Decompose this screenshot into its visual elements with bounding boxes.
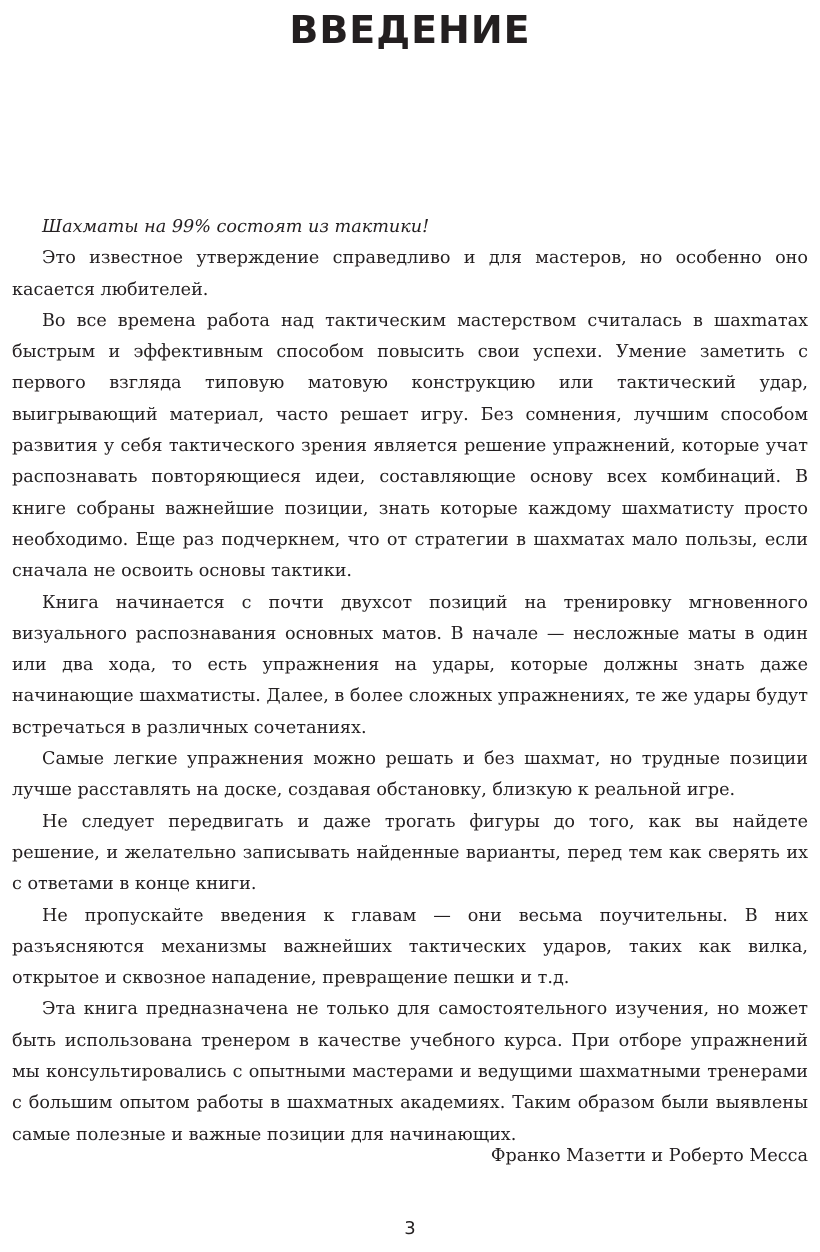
chapter-title: ВВЕДЕНИЕ bbox=[289, 8, 531, 52]
paragraph-5: Не следует передвигать и даже трогать фигуры до того, как вы найдете решение, и желательно записывать найденные варианты, перед тем как сверять их с ответами в конце книги. bbox=[12, 811, 808, 895]
paragraph-3: Книга начинается с почти двухсот позиций на тренировку мгновенного визуального распознавания основных матов. В начале — несложные маты в один или два хода, то есть упражнения на удары, которые должны знать даже начинающие шахматисты. Далее, в более сложных упражнениях, те же удары будут встречаться в различных сочетаниях. bbox=[12, 592, 808, 738]
paragraph-6: Не пропускайте введения к главам — они весьма поучительны. В них разъясняются механизмы важнейших тактических ударов, таких как вилка, открытое и сквозное нападение, превращение пешки и т.д. bbox=[12, 905, 808, 989]
paragraph-7: Эта книга предназначена не только для самостоятельного изучения, но может быть использована тренером в качестве учебного курса. При отборе упражнений мы консультировались с опытными мастерами и ведущими шахматными тренерами с большим опытом работы в шахматных академиях. Таким образом были выявлены самые полезные и важные позиции для начинающих. bbox=[12, 999, 808, 1145]
page-number: 3 bbox=[404, 1218, 416, 1239]
chapter-body bbox=[12, 212, 808, 1151]
paragraph-4: Самые легкие упражнения можно решать и без шахмат, но трудные позиции лучше расставлять на доске, создавая обстановку, близкую к реальной игре. bbox=[12, 749, 808, 801]
author-signature: Франко Мазетти и Роберто Месса bbox=[490, 1146, 808, 1166]
paragraph-2: Во все времена работа над тактическим мастерством считалась в шахmатах быстрым и эффективным способом повысить свои успехи. Умение заметить с первого взгляда типовую матовую конструкцию или тактический удар, выигрывающий материал, часто решает игру. Без сомнения, лучшим способом развития у себя тактического зрения является решение упражнений, которые учат распознавать повторяющиеся идеи, составляющие основу всех комбинаций. В книге собраны важнейшие позиции, знать которые каждому шахматисту просто необходимо. Еще раз подчеркнем, что от стратегии в шахматах мало пользы, если сначала не освоить основы тактики. bbox=[12, 310, 808, 582]
epigraph: Шахматы на 99% состоят из тактики! bbox=[42, 217, 430, 237]
paragraph-1: Это известное утверждение справедливо и для мастеров, но особенно оно касается любителей. bbox=[12, 248, 808, 300]
